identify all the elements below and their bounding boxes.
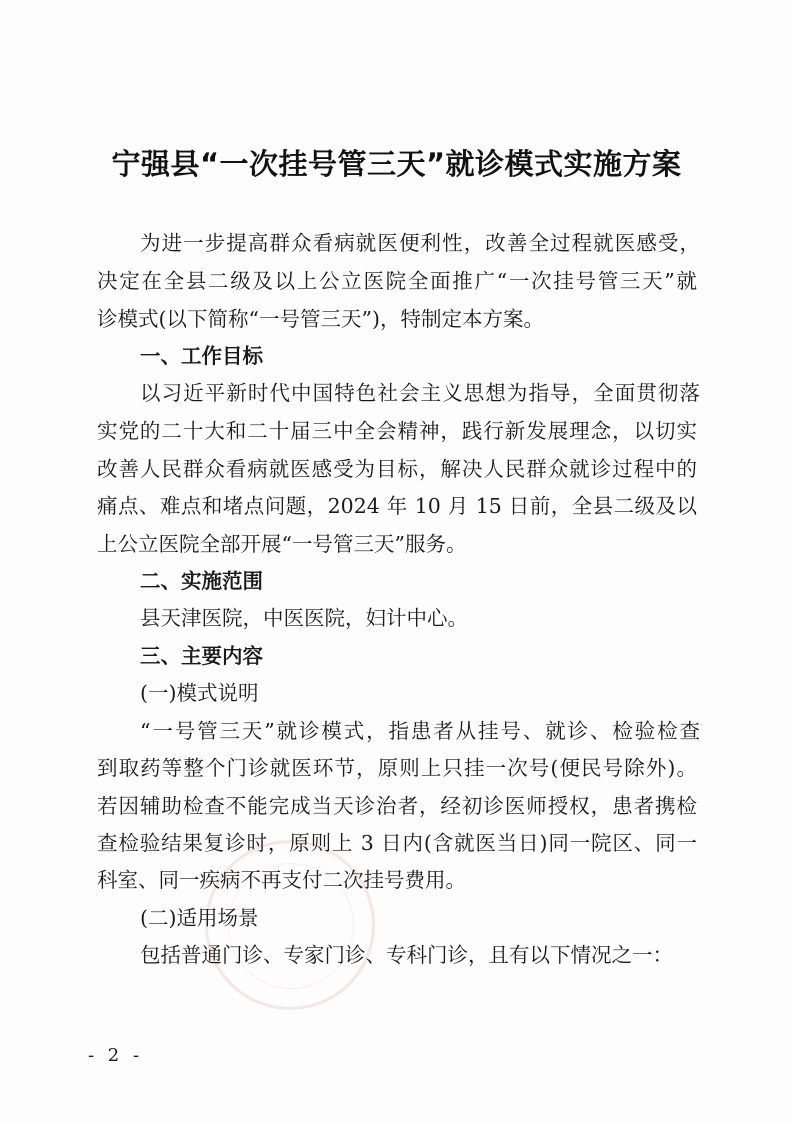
subheading-scene: (二)适用场景 <box>140 906 259 930</box>
section-heading-content: 三、主要内容 <box>140 644 263 668</box>
intro-line-2: 决定在全县二级及以上公立医院全面推广“一次挂号管三天”就 <box>97 269 697 293</box>
page-number: - 2 - <box>88 1045 144 1066</box>
subheading-mode: (一)模式说明 <box>140 681 259 705</box>
goal-line-3: 改善人民群众看病就医感受为目标，解决人民群众就诊过程中的 <box>97 457 697 481</box>
goal-line-5: 上公立医院全部开展“一号管三天”服务。 <box>97 532 467 556</box>
goal-line-2: 实党的二十大和二十届三中全会精神，践行新发展理念，以切实 <box>97 419 697 443</box>
mode-line-5: 科室、同一疾病不再支付二次挂号费用。 <box>97 868 466 892</box>
goal-line-1: 以习近平新时代中国特色社会主义思想为指导，全面贯彻落 <box>140 381 700 405</box>
goal-line-4: 痛点、难点和堵点问题，2024 年 10 月 15 日前，全县二级及以 <box>97 494 697 518</box>
section-heading-scope: 二、实施范围 <box>140 569 263 593</box>
scene-line: 包括普通门诊、专家门诊、专科门诊，且有以下情况之一： <box>140 943 673 967</box>
intro-line-1: 为进一步提高群众看病就医便利性，改善全过程就医感受， <box>140 231 700 255</box>
section-heading-goal: 一、工作目标 <box>140 344 263 368</box>
mode-line-4: 查检验结果复诊时，原则上 3 日内(含就医当日)同一院区、同一 <box>97 831 697 855</box>
scope-line: 县天津医院，中医医院，妇计中心。 <box>140 606 468 630</box>
intro-line-3: 诊模式(以下简称“一号管三天”)，特制定本方案。 <box>97 307 544 331</box>
mode-line-2: 到取药等整个门诊就医环节，原则上只挂一次号(便民号除外)。 <box>97 756 697 780</box>
document-title: 宁强县“一次挂号管三天”就诊模式实施方案 <box>111 147 682 181</box>
mode-line-1: “一号管三天”就诊模式，指患者从挂号、就诊、检验检查 <box>140 719 700 743</box>
mode-line-3: 若因辅助检查不能完成当天诊治者，经初诊医师授权，患者携检 <box>97 794 697 818</box>
